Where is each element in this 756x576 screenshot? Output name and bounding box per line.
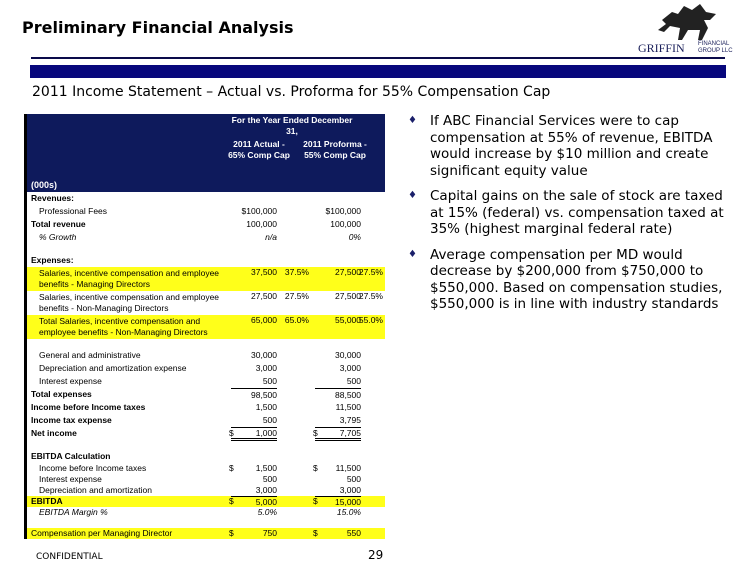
bullet-text: If ABC Financial Services were to cap compensation at 55% of revenue, EBITDA would increase by $10 million and create significant equity value [430,113,713,179]
table-spacer [27,339,385,349]
actual-value: 1,000 [231,427,277,441]
actual-value: 27,500 [251,291,277,301]
logo-subtitle: FINANCIAL GROUP LLC [698,41,733,54]
row-label: Salaries, incentive compensation and employee benefits - Managing Directors [39,268,220,289]
actual-value: 1,500 [255,463,277,473]
proforma-value: 15,000 [315,496,361,508]
proforma-value: 11,500 [335,463,361,473]
actual-value: $100,000 [241,206,277,216]
proforma-value: 500 [346,376,361,386]
proforma-percent: 27.5% [358,267,383,277]
divider-thin [31,57,725,59]
table-row [27,315,385,339]
income-statement-table [24,114,385,539]
column-proforma: 2011 Proforma - 55% Comp Cap [303,139,367,160]
bullet-list [404,113,730,322]
table-row [27,401,385,414]
proforma-value: 55,000 [335,315,361,325]
column-actual: 2011 Actual - 65% Comp Cap [228,139,290,160]
row-label: Total revenue [31,219,86,229]
currency-symbol: $ [229,496,234,506]
table-row [27,414,385,427]
logo-name: GRIFFIN [638,41,685,55]
page-title: Preliminary Financial Analysis [22,18,294,37]
table-row [27,362,385,375]
row-label: General and administrative [39,350,141,360]
table-row [27,507,385,518]
proforma-value: 100,000 [330,219,361,229]
confidential-label: CONFIDENTIAL [36,552,103,562]
divider-bar [30,65,726,78]
row-label: Income tax expense [31,415,112,425]
table-row [27,291,385,315]
row-label: EBITDA Margin % [39,507,108,517]
row-label: Professional Fees [39,206,108,216]
row-label: Depreciation and amortization [39,485,152,495]
row-label: EBITDA Calculation [31,451,111,461]
actual-value: 3,000 [255,363,277,373]
proforma-value: 88,500 [315,388,361,402]
row-label: Total expenses [31,389,92,399]
proforma-value: 0% [348,232,361,242]
currency-symbol: $ [313,428,318,438]
proforma-value: 3,000 [339,363,361,373]
proforma-value: 30,000 [335,350,361,360]
row-label: Interest expense [39,376,102,386]
proforma-value: 3,000 [339,485,361,495]
table-row [27,349,385,362]
proforma-value: 15.0% [336,507,361,517]
table-row [27,474,385,485]
griffin-logo [636,4,754,58]
diamond-bullet-icon: ♦ [408,190,417,201]
table-spacer [27,440,385,450]
table-row [27,254,385,267]
row-label: Salaries, incentive compensation and employee benefits - Non-Managing Directors [39,292,220,313]
actual-value: 500 [262,376,277,386]
proforma-value: $100,000 [325,206,361,216]
table-row [27,267,385,291]
table-spacer [27,244,385,254]
row-label: Depreciation and amortization expense [39,363,187,373]
table-row [27,375,385,388]
table-body [27,192,385,539]
table-row [27,485,385,496]
proforma-value: 550 [346,528,361,538]
bullet-item [404,188,730,238]
table-row [27,450,385,463]
bullet-item [404,113,730,179]
currency-symbol: $ [229,428,234,438]
actual-value: 37,500 [251,267,277,277]
row-label: Interest expense [39,474,102,484]
currency-symbol: $ [313,496,318,506]
actual-value: 5,000 [231,496,277,508]
actual-value: 1,500 [255,402,277,412]
proforma-value: 3,795 [339,415,361,425]
table-row [27,388,385,401]
proforma-percent: 27.5% [358,291,383,301]
actual-value: 500 [262,415,277,425]
slide-subtitle: 2011 Income Statement – Actual vs. Proforma for 55% Compensation Cap [32,84,551,100]
table-spacer [27,518,385,528]
actual-value: 100,000 [246,219,277,229]
proforma-value: 27,500 [335,291,361,301]
currency-symbol: $ [229,463,234,473]
proforma-value: 27,500 [335,267,361,277]
row-label: EBITDA [31,496,63,506]
row-label: Revenues: [31,193,74,203]
row-label: Total Salaries, incentive compensation and employee benefits - Non-Managing Directors [39,316,208,337]
actual-value: 3,000 [255,485,277,495]
actual-percent: 37.5% [284,267,309,277]
row-label: Net income [31,428,77,438]
actual-value: 750 [262,528,277,538]
page-number: 29 [368,548,384,562]
actual-value: 5.0% [257,507,277,517]
actual-value: 98,500 [231,388,277,402]
currency-symbol: $ [229,528,234,538]
table-row [27,496,385,507]
proforma-percent: 55.0% [358,315,383,325]
griffin-icon [654,4,724,42]
proforma-value: 500 [346,474,361,484]
table-row [27,427,385,440]
actual-percent: 65.0% [284,315,309,325]
period-header: For the Year Ended December 31, [231,115,353,136]
proforma-value: 7,705 [315,427,361,441]
bullet-item [404,247,730,313]
units-label: (000s) [31,180,58,190]
actual-value: 500 [262,474,277,484]
table-row [27,205,385,218]
table-header [27,114,385,192]
currency-symbol: $ [313,463,318,473]
table-row [27,192,385,205]
table-row [27,231,385,244]
table-row [27,528,385,539]
bullet-text: Average compensation per MD would decrease by $200,000 from $750,000 to $550,000. Based on compensation studies, $550,000 is in line with industry standards [430,246,723,312]
diamond-bullet-icon: ♦ [408,115,417,126]
actual-value: 30,000 [251,350,277,360]
proforma-value: 11,500 [335,402,361,412]
diamond-bullet-icon: ♦ [408,248,417,260]
row-label: Compensation per Managing Director [31,528,173,538]
currency-symbol: $ [313,528,318,538]
row-label: Income before Income taxes [39,463,147,473]
table-row [27,463,385,474]
bullet-text: Capital gains on the sale of stock are taxed at 15% (federal) vs. compensation taxed at 35% (highest marginal federal rate) [430,188,724,237]
actual-value: n/a [265,232,277,242]
row-label: % Growth [39,232,77,242]
row-label: Income before Income taxes [31,402,146,412]
row-label: Expenses: [31,255,74,265]
actual-value: 65,000 [251,315,277,325]
actual-percent: 27.5% [284,291,309,301]
table-row [27,218,385,231]
